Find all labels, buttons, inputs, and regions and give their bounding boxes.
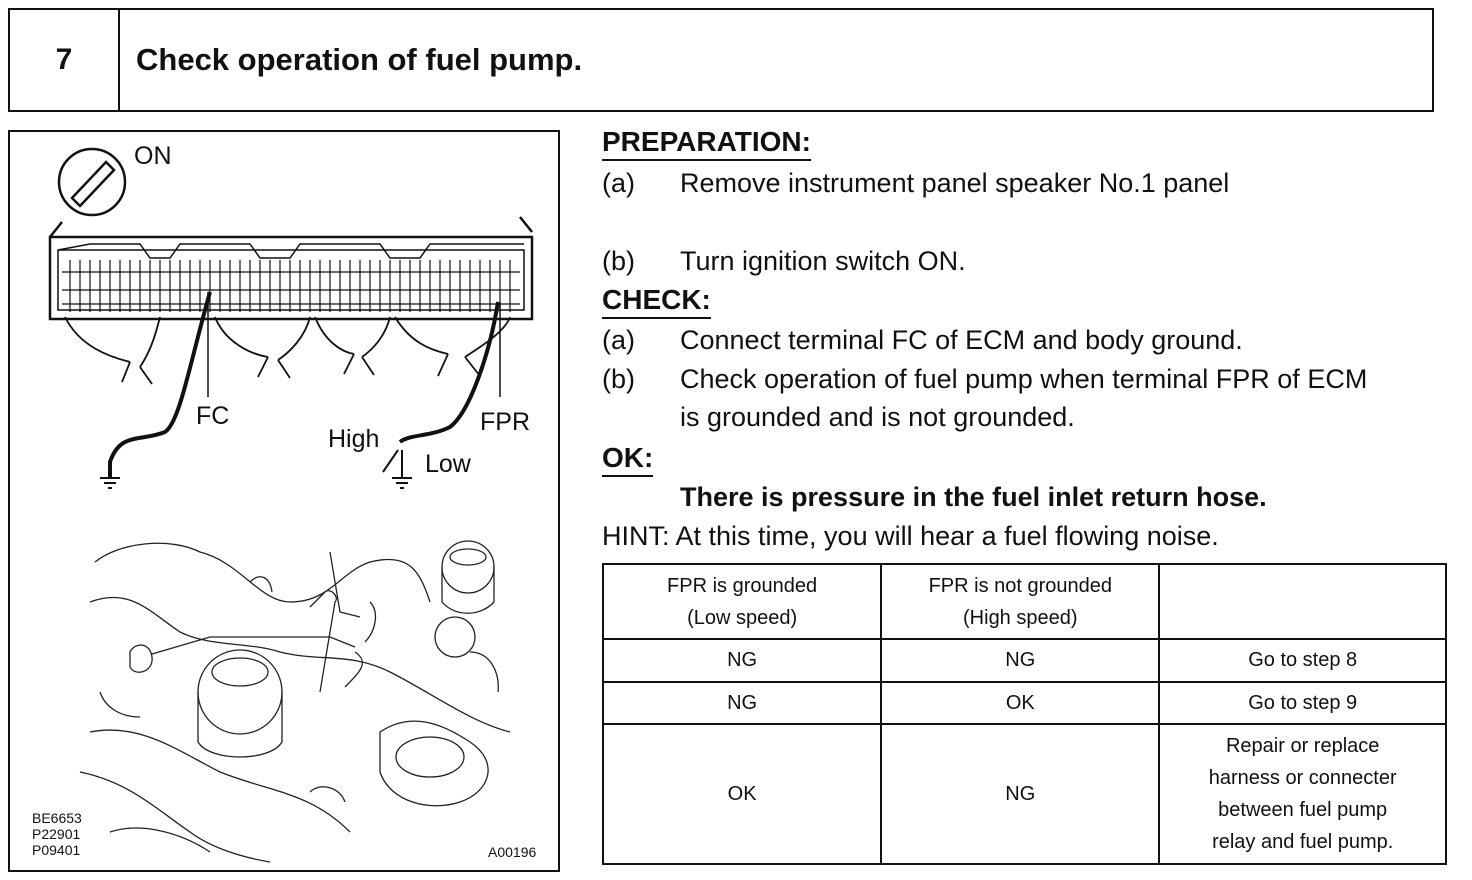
table-header-row: [603, 564, 1446, 639]
ecm-and-engine-illustration: [10, 132, 562, 874]
cell-action: Go to step 8: [1159, 639, 1446, 682]
cell-action: [1159, 724, 1446, 864]
step-letter: (a): [602, 325, 635, 355]
low-label: Low: [425, 450, 471, 478]
switch-on-label: ON: [134, 142, 172, 170]
diagram-figure: [8, 130, 560, 872]
cell-low: NG: [603, 682, 881, 725]
step-letter: (b): [602, 246, 635, 276]
header-cell-high: [881, 564, 1159, 639]
figure-code: P09401: [32, 842, 81, 858]
ignition-switch-icon: [59, 149, 125, 215]
step-letter: (a): [602, 168, 635, 198]
high-label: High: [328, 425, 380, 453]
cell-high: NG: [881, 724, 1159, 864]
ok-heading: OK:: [602, 442, 653, 477]
engine-compartment-illustration: [80, 541, 510, 862]
cell-action: Go to step 9: [1159, 682, 1446, 725]
high-low-switch-icon: [383, 450, 412, 488]
wire-harness: [65, 317, 510, 384]
step-letter: (b): [602, 364, 635, 394]
cell-low: NG: [603, 639, 881, 682]
ok-criterion: There is pressure in the fuel inlet return hose.: [680, 482, 1267, 512]
preparation-heading: PREPARATION:: [602, 126, 811, 161]
step-title: Check operation of fuel pump.: [136, 42, 583, 77]
action-line: Repair or replace: [1225, 735, 1380, 758]
header-cell-action: [1159, 564, 1446, 639]
action-line: harness or connecter: [1208, 767, 1397, 790]
header-line: (High speed): [963, 606, 1078, 629]
cell-low: OK: [603, 724, 881, 864]
step-text: Remove instrument panel speaker No.1 panel: [680, 168, 1230, 198]
table-row: [603, 639, 1446, 682]
result-table: [602, 563, 1447, 865]
hint-text: HINT: At this time, you will hear a fuel flowing noise.: [602, 521, 1219, 551]
fpr-terminal-label: FPR: [480, 408, 530, 436]
table-row: [603, 682, 1446, 725]
header-line: FPR is grounded: [667, 574, 818, 597]
ground-icon: [100, 478, 120, 488]
step-text: Turn ignition switch ON.: [680, 246, 966, 276]
action-line: between fuel pump: [1218, 799, 1388, 822]
header-cell-low: [603, 564, 881, 639]
figure-code: P22901: [32, 826, 81, 842]
check-heading: CHECK:: [602, 284, 711, 319]
step-number: 7: [10, 10, 120, 110]
figure-codes-left: [32, 810, 82, 858]
table-row: [603, 724, 1446, 864]
figure-code: BE6653: [32, 810, 82, 826]
header-line: (Low speed): [687, 606, 798, 629]
action-line: relay and fuel pump.: [1212, 831, 1394, 854]
step-text: Check operation of fuel pump when terminal FPR of ECM: [680, 364, 1368, 394]
step-header: [8, 8, 1434, 112]
figure-code-right: A00196: [488, 844, 537, 860]
fc-terminal-label: FC: [196, 402, 230, 430]
connector-pins: [62, 260, 520, 312]
header-line: FPR is not grounded: [928, 574, 1112, 597]
step-text-continued: is grounded and is not grounded.: [680, 402, 1075, 432]
step-text: Connect terminal FC of ECM and body ground.: [680, 325, 1243, 355]
cell-high: OK: [881, 682, 1159, 725]
cell-high: NG: [881, 639, 1159, 682]
